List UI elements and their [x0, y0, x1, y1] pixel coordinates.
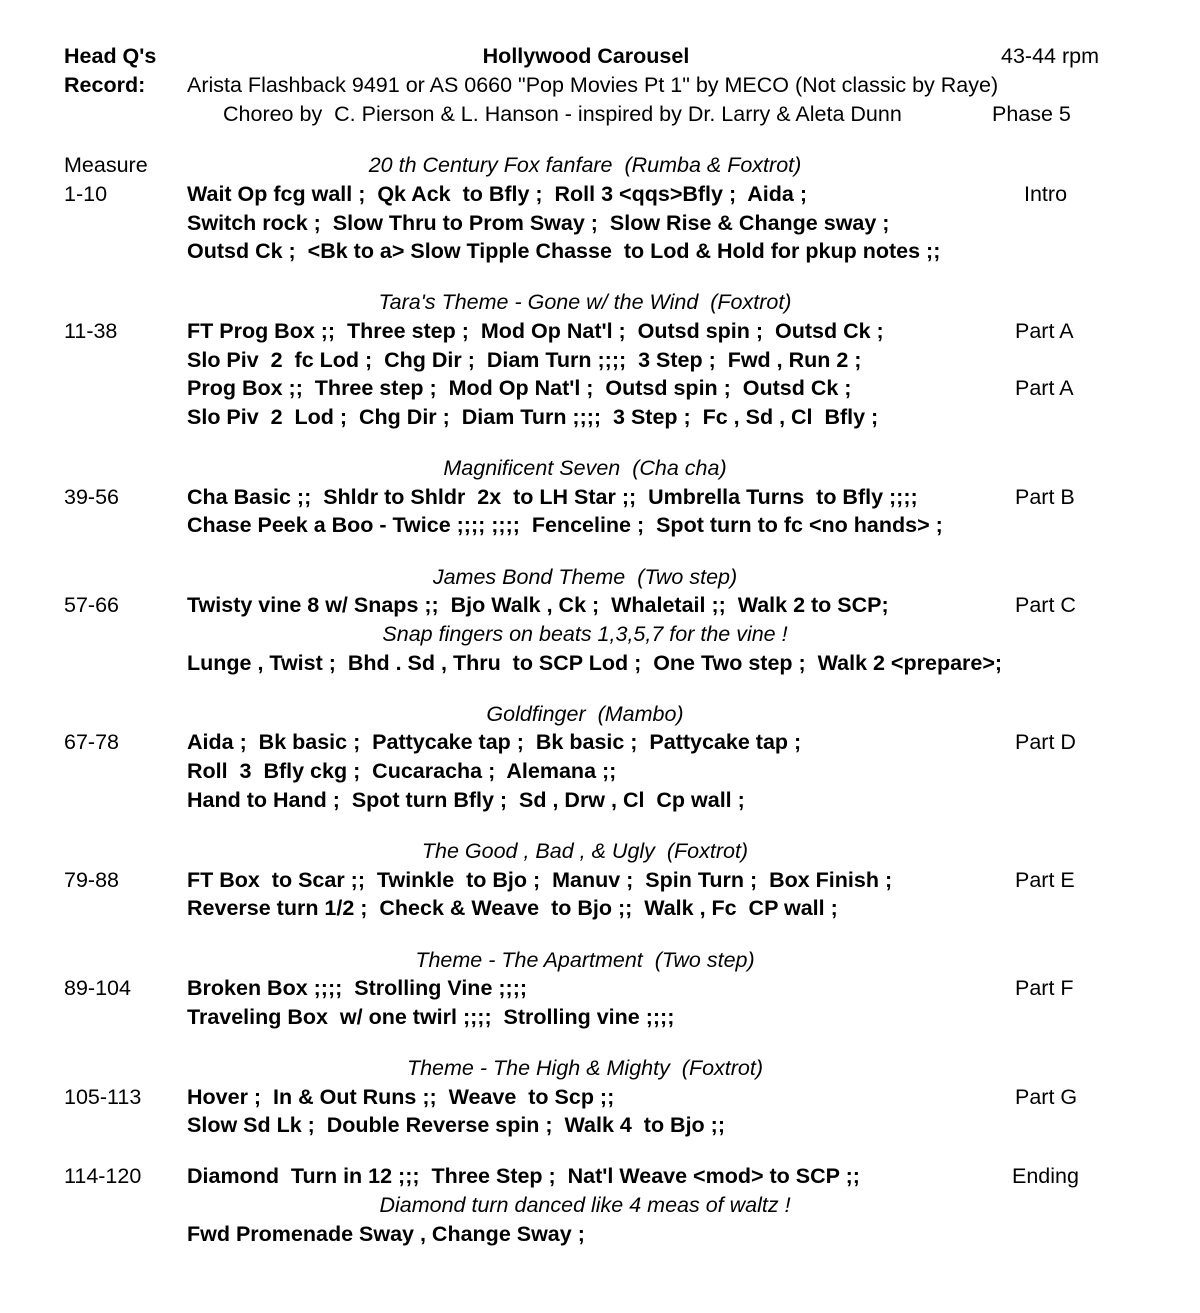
measure-range: 105-113 [64, 1085, 142, 1109]
cue-line: FT Prog Box ;; Three step ; Mod Op Nat'l ; Outsd spin ; Outsd Ck ; [187, 319, 884, 343]
cue-line: Slow Sd Lk ; Double Reverse spin ; Walk 4 to Bjo ;; [187, 1113, 725, 1137]
cue-line: Broken Box ;;;; Strolling Vine ;;;; [187, 976, 528, 1000]
cue-line: Roll 3 Bfly ckg ; Cucaracha ; Alemana ;; [187, 759, 617, 783]
measure-label: Measure [64, 153, 148, 177]
part-label: Part G [1015, 1085, 1078, 1109]
record-info: Arista Flashback 9491 or AS 0660 "Pop Movies Pt 1" by MECO (Not classic by Raye) [187, 73, 999, 97]
head-qs-label: Head Q's [64, 44, 157, 68]
cue-line: Traveling Box w/ one twirl ;;;; Strolling vine ;;;; [187, 1005, 675, 1029]
measure-range: 39-56 [64, 485, 119, 509]
part-label: Part F [1015, 976, 1074, 1000]
cue-line: Prog Box ;; Three step ; Mod Op Nat'l ; Outsd spin ; Outsd Ck ; [187, 376, 852, 400]
part-label: Intro [1024, 182, 1068, 206]
rpm: 43-44 rpm [1001, 44, 1099, 68]
cue-line: Reverse turn 1/2 ; Check & Weave to Bjo ;; Walk , Fc CP wall ; [187, 896, 838, 920]
cue-note: Snap fingers on beats 1,3,5,7 for the vine ! [382, 622, 788, 646]
part-label: Part D [1015, 730, 1076, 754]
cue-line: Switch rock ; Slow Thru to Prom Sway ; Slow Rise & Change sway ; [187, 211, 890, 235]
part-label: Part C [1015, 593, 1076, 617]
cue-line: Slo Piv 2 fc Lod ; Chg Dir ; Diam Turn ;;;; 3 Step ; Fwd , Run 2 ; [187, 348, 862, 372]
section-title: Magnificent Seven (Cha cha) [443, 456, 727, 480]
page-title: Hollywood Carousel [482, 44, 690, 68]
cue-line: Twisty vine 8 w/ Snaps ;; Bjo Walk , Ck ; Whaletail ;; Walk 2 to SCP; [187, 593, 889, 617]
measure-range: 79-88 [64, 868, 119, 892]
cue-line: FT Box to Scar ;; Twinkle to Bjo ; Manuv ; Spin Turn ; Box Finish ; [187, 868, 893, 892]
choreo-credit: Choreo by C. Pierson & L. Hanson - inspired by Dr. Larry & Aleta Dunn [223, 102, 902, 126]
cue-line: Wait Op fcg wall ; Qk Ack to Bfly ; Roll 3 <qqs>Bfly ; Aida ; [187, 182, 807, 206]
cue-line: Fwd Promenade Sway , Change Sway ; [187, 1222, 585, 1246]
measure-range: 11-38 [64, 319, 118, 343]
record-label: Record: [64, 73, 146, 97]
cue-line: Hand to Hand ; Spot turn Bfly ; Sd , Drw , Cl Cp wall ; [187, 788, 745, 812]
cue-line: Slo Piv 2 Lod ; Chg Dir ; Diam Turn ;;;; 3 Step ; Fc , Sd , Cl Bfly ; [187, 405, 879, 429]
part-label: Part A [1015, 319, 1074, 343]
section-title: Tara's Theme - Gone w/ the Wind (Foxtrot) [378, 290, 792, 314]
section-title: Theme - The Apartment (Two step) [415, 948, 755, 972]
cue-line: Lunge , Twist ; Bhd . Sd , Thru to SCP Lod ; One Two step ; Walk 2 <prepare>; [187, 651, 1003, 675]
section-title: Theme - The High & Mighty (Foxtrot) [406, 1056, 764, 1080]
cue-line: Cha Basic ;; Shldr to Shldr 2x to LH Star ;; Umbrella Turns to Bfly ;;;; [187, 485, 918, 509]
cue-line: Hover ; In & Out Runs ;; Weave to Scp ;; [187, 1085, 615, 1109]
phase: Phase 5 [992, 102, 1071, 126]
section-title: The Good , Bad , & Ugly (Foxtrot) [421, 839, 749, 863]
section-title: Goldfinger (Mambo) [486, 702, 684, 726]
cue-line: Aida ; Bk basic ; Pattycake tap ; Bk basic ; Pattycake tap ; [187, 730, 802, 754]
cue-line: Chase Peek a Boo - Twice ;;;; ;;;; Fenceline ; Spot turn to fc <no hands> ; [187, 513, 943, 537]
part-label: Part A [1015, 376, 1074, 400]
cue-line: Diamond Turn in 12 ;;; Three Step ; Nat'l Weave <mod> to SCP ;; [187, 1164, 860, 1188]
part-label: Ending [1012, 1164, 1079, 1188]
measure-range: 67-78 [64, 730, 119, 754]
section-title: James Bond Theme (Two step) [432, 565, 738, 589]
measure-range: 89-104 [64, 976, 131, 1000]
measure-range: 57-66 [64, 593, 119, 617]
measure-range: 1-10 [64, 182, 108, 206]
part-label: Part B [1015, 485, 1075, 509]
part-label: Part E [1015, 868, 1075, 892]
cue-note: Diamond turn danced like 4 meas of waltz ! [379, 1193, 791, 1217]
measure-range: 114-120 [64, 1164, 142, 1188]
cue-line: Outsd Ck ; <Bk to a> Slow Tipple Chasse to Lod & Hold for pkup notes ;; [187, 239, 941, 263]
section-title: 20 th Century Fox fanfare (Rumba & Foxtrot) [368, 153, 802, 177]
